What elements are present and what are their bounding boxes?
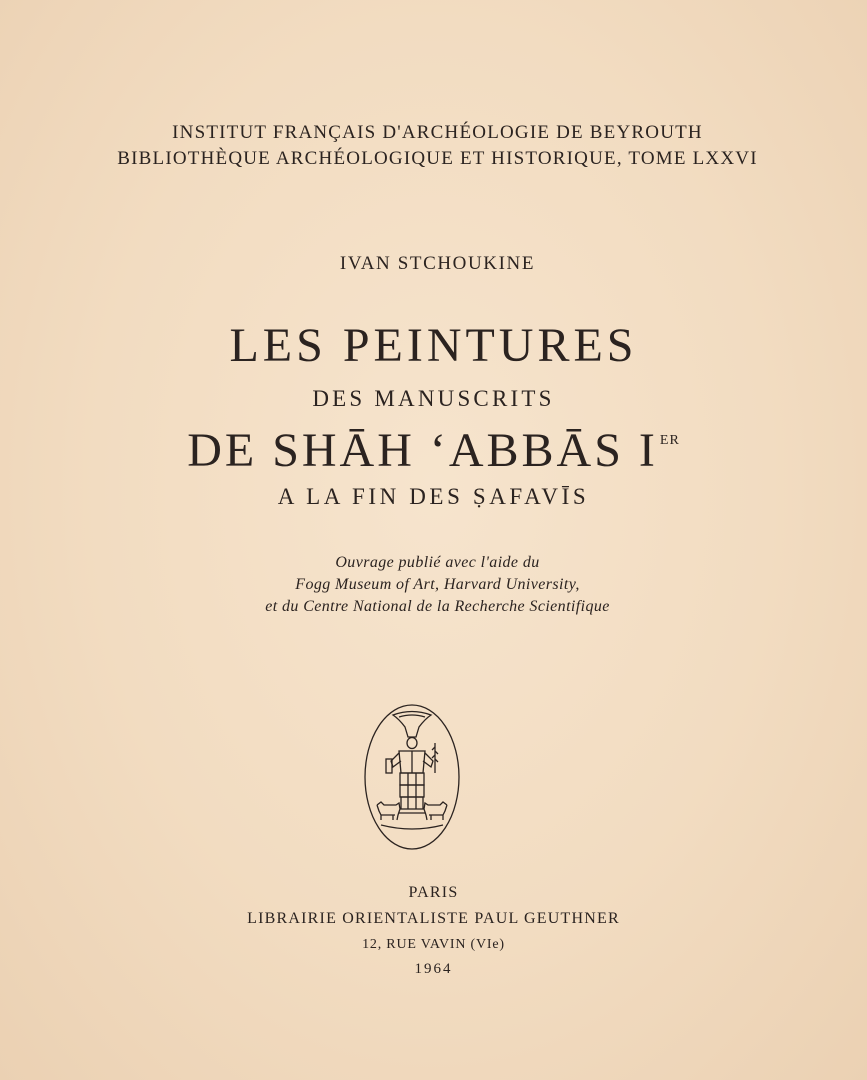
publication-note-line3: et du Centre National de la Recherche Scientifique — [265, 598, 610, 615]
title-safavis: A LA FIN DES ṢAFAVĪS — [277, 484, 590, 509]
seal-figure-with-bulls-icon — [363, 703, 461, 851]
imprint-address: 12, RUE VAVIN (VIe) — [362, 937, 505, 952]
imprint-year: 1964 — [414, 961, 453, 977]
title-superscript: ER — [659, 433, 680, 448]
series-line-institute: INSTITUT FRANÇAIS D'ARCHÉOLOGIE DE BEYROUTH — [172, 122, 703, 143]
author-name: IVAN STCHOUKINE — [339, 253, 536, 274]
title-subline: DES MANUSCRITS — [312, 386, 555, 411]
imprint-city: PARIS — [408, 884, 459, 901]
imprint-publisher: LIBRAIRIE ORIENTALISTE PAUL GEUTHNER — [247, 910, 620, 927]
title-shah-abbas-text: DE SHĀH ‘ABBĀS I — [187, 424, 658, 477]
publication-note-line2: Fogg Museum of Art, Harvard University, — [295, 576, 580, 593]
title-main: LES PEINTURES — [229, 319, 638, 372]
publication-note-line1: Ouvrage publié avec l'aide du — [335, 554, 540, 571]
title-shah-abbas — [0, 423, 867, 478]
series-line-bibliotheque: BIBLIOTHÈQUE ARCHÉOLOGIQUE ET HISTORIQUE, TOME LXXVI — [117, 148, 758, 169]
